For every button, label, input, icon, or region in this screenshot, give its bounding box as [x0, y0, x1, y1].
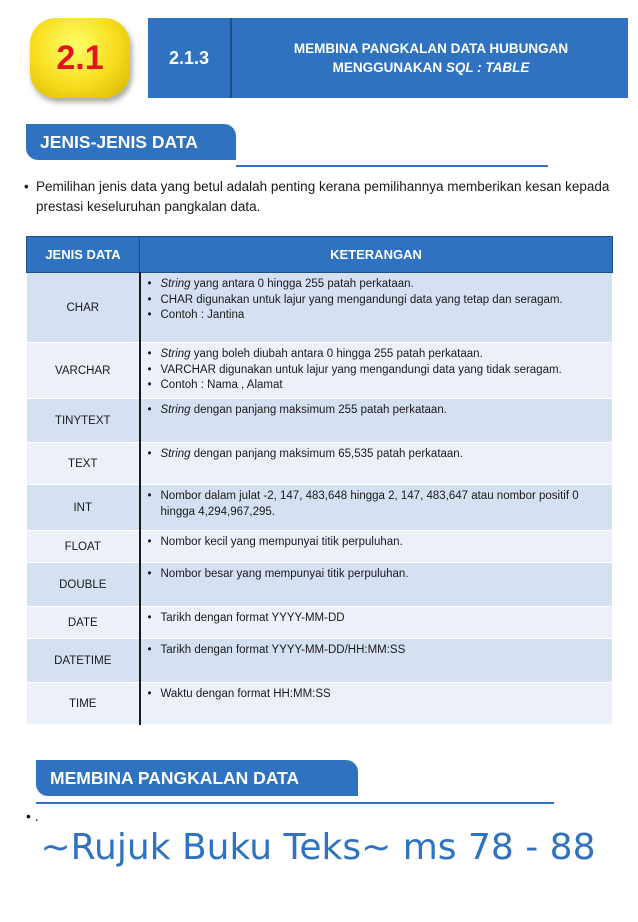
description-list	[147, 447, 607, 463]
description-list	[147, 567, 607, 583]
description-text: Nombor kecil yang mempunyai titik perpuluhan.	[160, 536, 403, 548]
data-type-description	[140, 607, 613, 639]
description-text: dengan panjang maksimum 255 patah perkataan.	[190, 404, 447, 416]
data-type-description	[140, 343, 613, 399]
table-row	[27, 531, 613, 563]
description-item	[147, 687, 607, 703]
description-text: dengan panjang maksimum 65,535 patah perkataan.	[190, 448, 463, 460]
description-text: VARCHAR digunakan untuk lajur yang mengandungi data yang tidak seragam.	[160, 363, 562, 376]
bullet-icon: •	[24, 179, 29, 194]
description-text: Nombor besar yang mempunyai titik perpuluhan.	[160, 568, 409, 580]
description-item	[147, 447, 607, 463]
data-type-description	[140, 273, 613, 343]
data-type-name: TINYTEXT	[27, 399, 140, 443]
data-type-name: CHAR	[27, 273, 140, 343]
textbook-reference: ~Rujuk Buku Teks~ ms 78 - 88	[40, 826, 596, 868]
table-row	[27, 563, 613, 607]
description-item	[147, 378, 607, 394]
table-row	[27, 607, 613, 639]
data-type-name: TIME	[27, 683, 140, 725]
data-type-description	[140, 531, 613, 563]
col-header-description: KETERANGAN	[140, 237, 613, 273]
intro-paragraph	[24, 177, 614, 217]
page-header	[0, 0, 638, 110]
section-underline	[236, 165, 548, 167]
table-row	[27, 399, 613, 443]
data-type-description	[140, 639, 613, 683]
header-divider	[230, 18, 232, 98]
data-type-name: FLOAT	[27, 531, 140, 563]
header-bar	[148, 18, 628, 98]
description-item	[147, 347, 607, 363]
data-type-description	[140, 443, 613, 485]
description-list	[147, 643, 607, 659]
description-item	[147, 535, 607, 551]
description-list	[147, 277, 607, 324]
table-row	[27, 273, 613, 343]
description-item	[147, 611, 607, 627]
description-text: Nombor dalam julat -2, 147, 483,648 hingga 2, 147, 483,647 atau nombor positif 0 hingga 4,294,967,295.	[160, 490, 579, 518]
header-title-sql: SQL : TABLE	[445, 60, 530, 75]
description-item	[147, 643, 607, 659]
data-type-name: TEXT	[27, 443, 140, 485]
subtopic-code: 2.1.3	[168, 47, 210, 68]
data-type-name: DATE	[27, 607, 140, 639]
description-list	[147, 489, 607, 520]
description-item	[147, 277, 607, 293]
table-row	[27, 343, 613, 399]
table-body	[27, 273, 613, 725]
table-row	[27, 639, 613, 683]
italic-term: String	[160, 448, 191, 460]
description-text: Waktu dengan format HH:MM:SS	[160, 688, 331, 700]
empty-bullet: • .	[26, 808, 39, 824]
header-title-line1: MEMBINA PANGKALAN DATA HUBUNGAN	[293, 41, 569, 56]
description-text: Tarikh dengan format YYYY-MM-DD	[160, 612, 345, 624]
header-title	[234, 18, 628, 98]
data-type-description	[140, 399, 613, 443]
description-text: yang antara 0 hingga 255 patah perkataan.	[190, 278, 414, 290]
description-text: Contoh : Nama , Alamat	[160, 379, 283, 391]
description-list	[147, 347, 607, 394]
description-item	[147, 403, 607, 419]
table-row	[27, 443, 613, 485]
description-list	[147, 535, 607, 551]
italic-term: String	[160, 278, 191, 290]
section-title-membina: MEMBINA PANGKALAN DATA	[36, 760, 358, 796]
data-type-description	[140, 683, 613, 725]
data-types-table	[26, 236, 613, 725]
description-text: Contoh : Jantina	[160, 309, 245, 321]
description-list	[147, 403, 607, 419]
data-type-name: INT	[27, 485, 140, 531]
description-item	[147, 293, 607, 309]
description-text: CHAR digunakan untuk lajur yang mengandungi data yang tetap dan seragam.	[160, 293, 563, 306]
chapter-badge: 2.1	[30, 18, 130, 98]
description-item	[147, 308, 607, 324]
description-list	[147, 611, 607, 627]
data-type-name: DATETIME	[27, 639, 140, 683]
section-underline	[36, 802, 554, 804]
italic-term: String	[160, 404, 191, 416]
table-header-row	[27, 237, 613, 273]
description-list	[147, 687, 607, 703]
table-row	[27, 683, 613, 725]
header-title-line2: MENGGUNAKAN	[332, 60, 446, 75]
description-item	[147, 567, 607, 583]
intro-text: Pemilihan jenis data yang betul adalah penting kerana pemilihannya memberikan kesan kepada prestasi keseluruhan pangkalan data.	[36, 179, 610, 214]
table-row	[27, 485, 613, 531]
description-item	[147, 363, 607, 379]
description-text: yang boleh diubah antara 0 hingga 255 patah perkataan.	[190, 348, 483, 360]
data-type-description	[140, 563, 613, 607]
col-header-type: JENIS DATA	[27, 237, 140, 273]
section-title-jenis-data: JENIS-JENIS DATA	[26, 124, 236, 160]
data-type-description	[140, 485, 613, 531]
description-text: Tarikh dengan format YYYY-MM-DD/HH:MM:SS	[160, 644, 406, 656]
data-type-name: VARCHAR	[27, 343, 140, 399]
description-item	[147, 489, 607, 520]
italic-term: String	[160, 348, 191, 360]
data-type-name: DOUBLE	[27, 563, 140, 607]
